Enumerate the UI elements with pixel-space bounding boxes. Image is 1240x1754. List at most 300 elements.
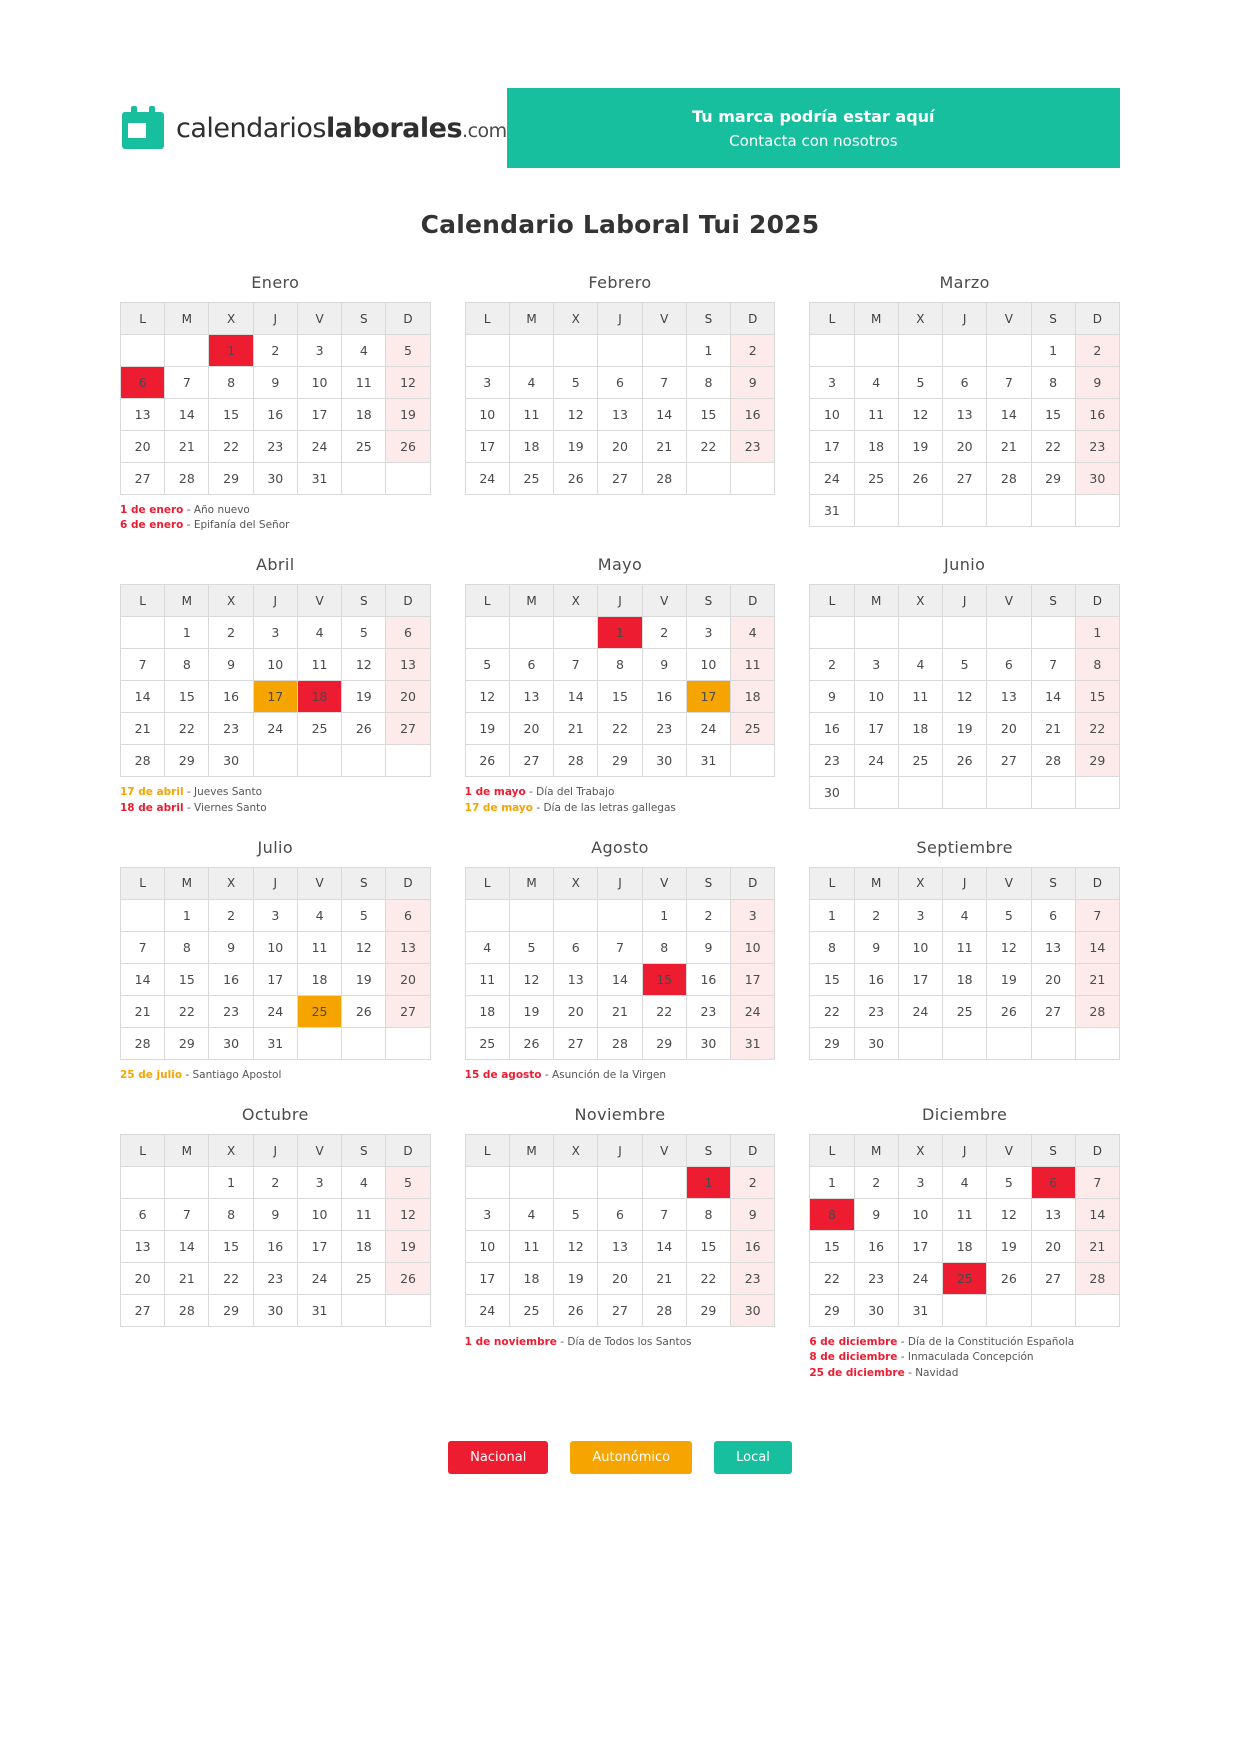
day-cell: 15 [810, 1231, 854, 1263]
day-cell: 10 [731, 931, 775, 963]
holiday-note-text: - Viernes Santo [186, 801, 267, 814]
day-cell: 4 [297, 617, 341, 649]
day-cell: 20 [943, 431, 987, 463]
week-row [121, 745, 431, 777]
week-row [465, 1263, 775, 1295]
day-cell: 19 [509, 995, 553, 1027]
week-row [121, 1295, 431, 1327]
day-cell: 25 [898, 745, 942, 777]
day-cell: 2 [731, 1167, 775, 1199]
week-row [810, 931, 1120, 963]
day-cell: 20 [554, 995, 598, 1027]
day-cell: 9 [686, 931, 730, 963]
empty-cell [509, 617, 553, 649]
day-cell: 8 [165, 649, 209, 681]
day-cell: 7 [642, 367, 686, 399]
day-cell: 26 [342, 713, 386, 745]
holiday-note-date: 1 de enero [120, 504, 184, 516]
day-cell: 23 [209, 995, 253, 1027]
holiday-note [120, 1068, 431, 1083]
day-cell: 13 [386, 649, 430, 681]
day-cell: 29 [209, 463, 253, 495]
holiday-note-text: - Día de la Constitución Española [900, 1336, 1075, 1349]
day-cell: 23 [854, 995, 898, 1027]
month-table [809, 1134, 1120, 1327]
day-cell: 17 [465, 1263, 509, 1295]
day-cell: 15 [165, 963, 209, 995]
day-cell: 27 [598, 1295, 642, 1327]
empty-cell [297, 1027, 341, 1059]
empty-cell [731, 463, 775, 495]
day-cell: 10 [297, 367, 341, 399]
day-cell: 28 [642, 1295, 686, 1327]
weekday-header: V [987, 867, 1031, 899]
day-cell: 26 [342, 995, 386, 1027]
day-cell: 13 [121, 1231, 165, 1263]
day-cell: 14 [165, 1231, 209, 1263]
day-cell: 6 [1031, 899, 1075, 931]
legend-item-autonómico[interactable]: Autonómico [570, 1441, 692, 1474]
day-cell: 11 [854, 399, 898, 431]
day-cell: 7 [121, 649, 165, 681]
day-cell: 16 [253, 1231, 297, 1263]
weekday-header: V [642, 867, 686, 899]
week-row [465, 713, 775, 745]
empty-cell [898, 1027, 942, 1059]
day-cell: 12 [342, 649, 386, 681]
day-cell: 2 [810, 649, 854, 681]
weekday-header: S [342, 303, 386, 335]
site-logo[interactable] [120, 88, 507, 168]
week-row [121, 1027, 431, 1059]
day-cell: 30 [854, 1027, 898, 1059]
day-cell: 14 [987, 399, 1031, 431]
weekday-header: J [943, 1135, 987, 1167]
day-cell: 20 [1031, 963, 1075, 995]
day-cell: 13 [1031, 1199, 1075, 1231]
day-cell: 14 [1075, 1199, 1119, 1231]
day-cell: 9 [209, 649, 253, 681]
day-cell: 10 [898, 1199, 942, 1231]
weekday-header: X [898, 303, 942, 335]
day-cell: 30 [686, 1027, 730, 1059]
day-cell: 28 [642, 463, 686, 495]
holiday-note [120, 518, 431, 533]
day-cell: 2 [209, 899, 253, 931]
day-cell: 24 [465, 1295, 509, 1327]
empty-cell [165, 1167, 209, 1199]
weekday-header: J [943, 585, 987, 617]
day-cell: 29 [598, 745, 642, 777]
empty-cell [121, 1167, 165, 1199]
day-cell: 11 [297, 649, 341, 681]
day-cell: 11 [898, 681, 942, 713]
weekday-header: D [731, 867, 775, 899]
month-name: Noviembre [574, 1105, 666, 1125]
day-cell: 16 [810, 713, 854, 745]
holiday-notes [120, 785, 431, 815]
day-cell: 15 [209, 399, 253, 431]
day-cell: 2 [854, 899, 898, 931]
holiday-note [120, 801, 431, 816]
month-table [809, 584, 1120, 809]
day-cell: 26 [943, 745, 987, 777]
month-table [120, 584, 431, 777]
day-cell: 7 [121, 931, 165, 963]
day-cell: 10 [465, 399, 509, 431]
day-cell: 29 [1031, 463, 1075, 495]
day-cell: 16 [1075, 399, 1119, 431]
holiday-note [809, 1350, 1120, 1365]
day-cell: 1 [165, 617, 209, 649]
day-cell: 19 [554, 431, 598, 463]
day-cell: 8 [209, 1199, 253, 1231]
weekday-header: V [297, 867, 341, 899]
day-cell: 24 [297, 1263, 341, 1295]
empty-cell [253, 745, 297, 777]
holiday-note-date: 6 de enero [120, 519, 184, 532]
day-cell: 4 [342, 335, 386, 367]
holiday-note [465, 801, 776, 816]
day-cell: 5 [342, 899, 386, 931]
empty-cell [854, 495, 898, 527]
empty-cell [854, 777, 898, 809]
month-table [465, 302, 776, 495]
day-cell: 30 [253, 1295, 297, 1327]
empty-cell [1031, 1027, 1075, 1059]
day-cell: 4 [509, 1199, 553, 1231]
day-cell: 12 [509, 963, 553, 995]
day-cell: 10 [854, 681, 898, 713]
empty-cell [386, 1027, 430, 1059]
empty-cell [943, 495, 987, 527]
day-cell: 3 [898, 1167, 942, 1199]
day-cell: 14 [642, 399, 686, 431]
weekday-header: D [386, 1135, 430, 1167]
day-cell: 16 [642, 681, 686, 713]
promo-banner[interactable] [507, 88, 1120, 168]
day-cell: 26 [898, 463, 942, 495]
day-cell: 19 [465, 713, 509, 745]
day-cell: 18 [943, 963, 987, 995]
day-cell: 21 [121, 713, 165, 745]
day-cell: 11 [509, 399, 553, 431]
day-cell: 31 [297, 463, 341, 495]
day-cell: 24 [810, 463, 854, 495]
day-cell: 18 [731, 681, 775, 713]
day-cell: 6 [598, 1199, 642, 1231]
day-cell: 5 [465, 649, 509, 681]
week-row [121, 399, 431, 431]
day-cell: 17 [465, 431, 509, 463]
day-cell: 29 [1075, 745, 1119, 777]
day-cell: 27 [554, 1027, 598, 1059]
weekday-header: V [297, 585, 341, 617]
day-cell-holiday: 6 [121, 367, 165, 399]
day-cell: 30 [253, 463, 297, 495]
week-row [121, 431, 431, 463]
legend-item-nacional[interactable]: Nacional [448, 1441, 548, 1474]
weekday-header: X [209, 1135, 253, 1167]
day-cell: 13 [121, 399, 165, 431]
day-cell: 19 [342, 963, 386, 995]
day-cell: 27 [386, 713, 430, 745]
week-row [465, 1027, 775, 1059]
empty-cell [686, 463, 730, 495]
weekday-header: X [209, 303, 253, 335]
month-block [120, 1105, 431, 1381]
day-cell: 23 [810, 745, 854, 777]
empty-cell [554, 899, 598, 931]
day-cell: 16 [854, 963, 898, 995]
day-cell: 23 [731, 431, 775, 463]
empty-cell [731, 745, 775, 777]
empty-cell [987, 335, 1031, 367]
day-cell: 23 [854, 1263, 898, 1295]
weekday-header: J [253, 1135, 297, 1167]
weekday-header: X [554, 585, 598, 617]
day-cell: 10 [253, 931, 297, 963]
weekday-header: M [509, 585, 553, 617]
day-cell: 26 [554, 463, 598, 495]
day-cell: 1 [1075, 617, 1119, 649]
empty-cell [854, 335, 898, 367]
empty-cell [465, 899, 509, 931]
weekday-header: M [509, 1135, 553, 1167]
week-row [465, 931, 775, 963]
day-cell: 24 [898, 995, 942, 1027]
day-cell: 13 [598, 399, 642, 431]
week-row [121, 681, 431, 713]
weekday-header: S [686, 867, 730, 899]
empty-cell [642, 1167, 686, 1199]
week-row [810, 745, 1120, 777]
day-cell: 25 [297, 713, 341, 745]
promo-headline: Tu marca podría estar aquí [692, 106, 935, 126]
weekday-header: X [898, 1135, 942, 1167]
holiday-note [809, 1335, 1120, 1350]
weekday-header: S [686, 303, 730, 335]
day-cell: 7 [642, 1199, 686, 1231]
week-row [465, 617, 775, 649]
holiday-notes [465, 1335, 776, 1350]
week-row [810, 1027, 1120, 1059]
weekday-header: S [342, 585, 386, 617]
day-cell: 8 [598, 649, 642, 681]
week-row [121, 931, 431, 963]
weekday-header: M [509, 303, 553, 335]
day-cell: 20 [121, 1263, 165, 1295]
day-cell: 12 [987, 1199, 1031, 1231]
day-cell: 1 [209, 1167, 253, 1199]
day-cell: 9 [642, 649, 686, 681]
day-cell: 13 [598, 1231, 642, 1263]
day-cell: 7 [165, 367, 209, 399]
day-cell: 6 [987, 649, 1031, 681]
month-block [809, 1105, 1120, 1381]
day-cell: 17 [898, 1231, 942, 1263]
empty-cell [509, 1167, 553, 1199]
week-row [810, 1231, 1120, 1263]
day-cell: 18 [898, 713, 942, 745]
day-cell: 4 [731, 617, 775, 649]
day-cell: 22 [686, 431, 730, 463]
page-title: Calendario Laboral Tui 2025 [420, 210, 820, 239]
day-cell: 17 [854, 713, 898, 745]
logo-text-dot: .com [462, 119, 507, 142]
day-cell: 3 [898, 899, 942, 931]
day-cell: 14 [598, 963, 642, 995]
day-cell: 4 [943, 899, 987, 931]
day-cell: 7 [1075, 1167, 1119, 1199]
day-cell: 8 [165, 931, 209, 963]
day-cell: 10 [253, 649, 297, 681]
weekday-header: D [731, 303, 775, 335]
holiday-note-date: 18 de abril [120, 801, 184, 814]
empty-cell [165, 335, 209, 367]
empty-cell [943, 335, 987, 367]
weekday-header: V [987, 303, 1031, 335]
weekday-header: M [165, 867, 209, 899]
weekday-header: M [854, 1135, 898, 1167]
day-cell: 4 [297, 899, 341, 931]
day-cell: 8 [1031, 367, 1075, 399]
day-cell: 14 [1075, 931, 1119, 963]
empty-cell [465, 335, 509, 367]
day-cell: 11 [297, 931, 341, 963]
weekday-header: L [810, 867, 854, 899]
day-cell: 11 [342, 367, 386, 399]
weekday-header: L [465, 1135, 509, 1167]
month-name: Marzo [939, 273, 990, 292]
month-table [120, 867, 431, 1060]
day-cell: 20 [1031, 1231, 1075, 1263]
day-cell-holiday: 17 [686, 681, 730, 713]
week-row [465, 745, 775, 777]
day-cell: 22 [810, 995, 854, 1027]
month-name: Abril [256, 555, 295, 575]
week-row [121, 1167, 431, 1199]
day-cell: 22 [1075, 713, 1119, 745]
day-cell: 13 [987, 681, 1031, 713]
day-cell: 5 [943, 649, 987, 681]
week-row [810, 1167, 1120, 1199]
day-cell: 20 [987, 713, 1031, 745]
day-cell: 22 [1031, 431, 1075, 463]
day-cell: 27 [943, 463, 987, 495]
weekday-header: M [165, 303, 209, 335]
day-cell: 16 [686, 963, 730, 995]
week-row [810, 995, 1120, 1027]
holiday-note-date: 17 de mayo [464, 801, 533, 814]
day-cell: 21 [121, 995, 165, 1027]
day-cell: 18 [509, 1263, 553, 1295]
day-cell: 25 [465, 1027, 509, 1059]
weekday-header: L [121, 303, 165, 335]
day-cell: 15 [598, 681, 642, 713]
day-cell: 3 [253, 617, 297, 649]
week-row [465, 681, 775, 713]
weekday-header: X [209, 867, 253, 899]
day-cell: 2 [731, 335, 775, 367]
day-cell: 25 [342, 431, 386, 463]
day-cell: 26 [386, 1263, 430, 1295]
empty-cell [898, 777, 942, 809]
day-cell: 1 [642, 899, 686, 931]
weekday-header: M [854, 585, 898, 617]
legend-item-local[interactable]: Local [714, 1441, 792, 1474]
day-cell: 3 [253, 899, 297, 931]
day-cell: 10 [898, 931, 942, 963]
day-cell: 8 [686, 367, 730, 399]
empty-cell [121, 335, 165, 367]
day-cell: 21 [987, 431, 1031, 463]
empty-cell [598, 335, 642, 367]
day-cell: 17 [898, 963, 942, 995]
day-cell: 24 [731, 995, 775, 1027]
day-cell: 3 [465, 367, 509, 399]
day-cell: 5 [554, 367, 598, 399]
holiday-note-text: - Santiago Apostol [185, 1068, 282, 1081]
week-row [465, 431, 775, 463]
day-cell: 9 [731, 367, 775, 399]
weekday-header: S [342, 867, 386, 899]
empty-cell [386, 745, 430, 777]
day-cell: 29 [810, 1027, 854, 1059]
week-row [810, 367, 1120, 399]
logo-text-bold: laborales [326, 112, 463, 144]
day-cell: 31 [253, 1027, 297, 1059]
day-cell: 30 [209, 1027, 253, 1059]
day-cell: 30 [209, 745, 253, 777]
week-row [121, 367, 431, 399]
empty-cell [987, 617, 1031, 649]
day-cell: 11 [342, 1199, 386, 1231]
day-cell: 12 [342, 931, 386, 963]
day-cell: 22 [209, 1263, 253, 1295]
day-cell: 20 [386, 963, 430, 995]
empty-cell [1075, 1027, 1119, 1059]
holiday-note [120, 503, 431, 518]
day-cell: 19 [386, 1231, 430, 1263]
holiday-note-text: - Año nuevo [186, 504, 250, 516]
day-cell: 29 [209, 1295, 253, 1327]
day-cell: 10 [465, 1231, 509, 1263]
empty-cell [854, 617, 898, 649]
day-cell: 22 [209, 431, 253, 463]
week-row [810, 431, 1120, 463]
day-cell: 12 [386, 367, 430, 399]
holiday-note-date: 1 de noviembre [464, 1336, 557, 1349]
day-cell: 20 [386, 681, 430, 713]
month-block [465, 273, 776, 533]
day-cell: 6 [386, 617, 430, 649]
month-table [809, 867, 1120, 1060]
day-cell: 24 [854, 745, 898, 777]
month-name: Septiembre [916, 837, 1013, 857]
day-cell: 22 [165, 995, 209, 1027]
holiday-note-text: - Navidad [908, 1366, 959, 1379]
weekday-header: J [253, 303, 297, 335]
holiday-note-date: 15 de agosto [464, 1068, 542, 1081]
month-name: Diciembre [922, 1105, 1008, 1125]
weekday-header: V [987, 585, 1031, 617]
day-cell: 1 [1031, 335, 1075, 367]
day-cell: 31 [731, 1027, 775, 1059]
day-cell: 16 [854, 1231, 898, 1263]
day-cell: 22 [642, 995, 686, 1027]
day-cell: 9 [854, 1199, 898, 1231]
